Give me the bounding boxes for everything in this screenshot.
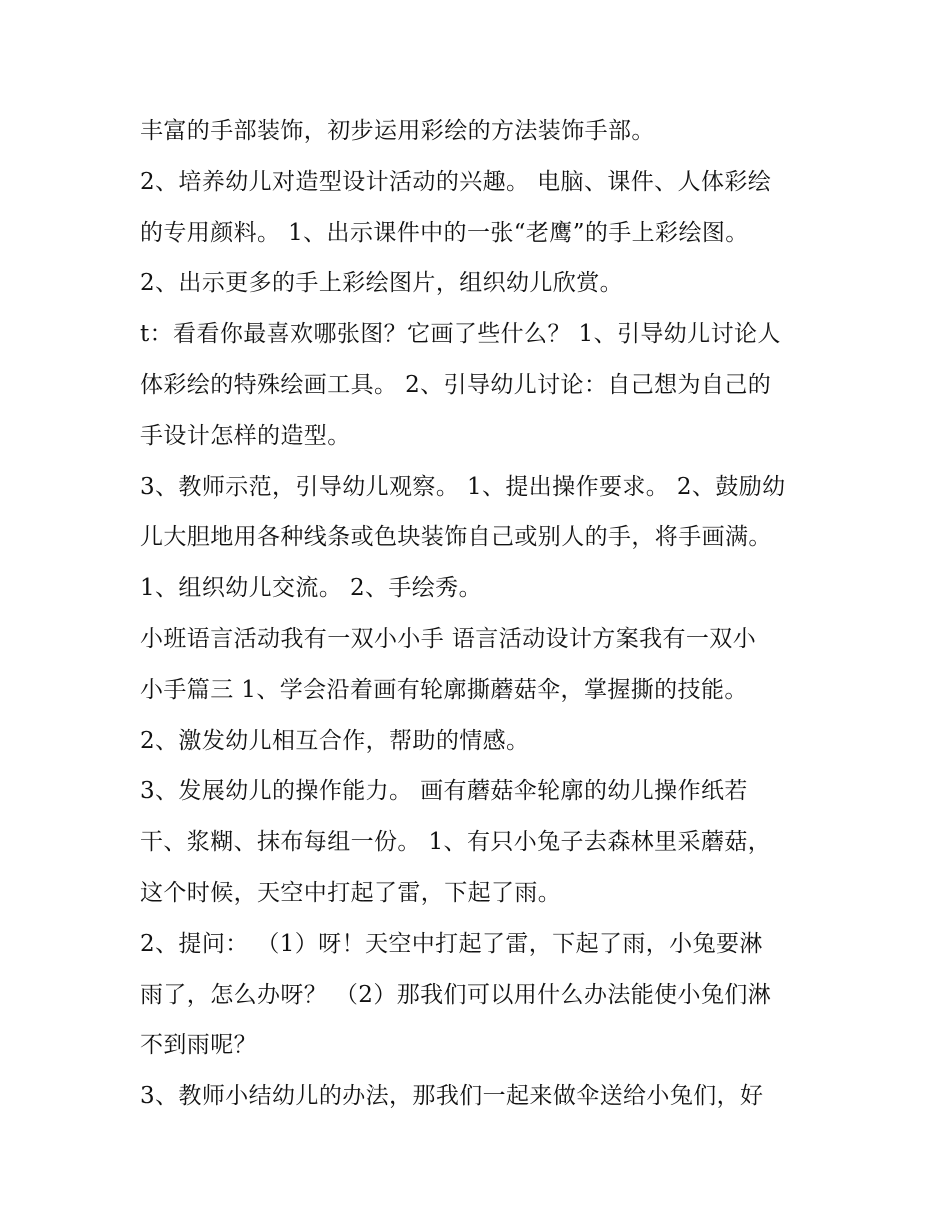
text-line: 丰富的手部装饰，初步运用彩绘的方法装饰手部。	[140, 118, 655, 144]
text-line: 小班语言活动我有一双小小手 语言活动设计方案我有一双小	[140, 625, 757, 652]
text-line: 体彩绘的特殊绘画工具。 2、引导幼儿讨论：自己想为自己的	[140, 371, 772, 398]
text-line: 2、激发幼儿相互合作，帮助的情感。	[140, 727, 530, 754]
text-line: 这个时候，天空中打起了雷，下起了雨。	[140, 879, 562, 906]
text-line: 2、出示更多的手上彩绘图片，组织幼儿欣赏。	[140, 270, 624, 297]
text-line: 1、组织幼儿交流。 2、手绘秀。	[140, 575, 482, 602]
text-line: t：看看你最喜欢哪张图？它画了些什么？ 1、引导幼儿讨论人	[140, 321, 781, 348]
text-line: 2、培养幼儿对造型设计活动的兴趣。 电脑、课件、人体彩绘	[140, 168, 772, 195]
text-line: 儿大胆地用各种线条或色块装饰自己或别人的手，将手画满。	[140, 524, 772, 551]
document-body	[140, 106, 820, 1122]
text-line: 2、提问： （1）呀！天空中打起了雷，下起了雨，小兔要淋	[140, 930, 763, 957]
text-line: 的专用颜料。 1、出示课件中的一张“老鹰”的手上彩绘图。	[140, 219, 749, 246]
text-line: 雨了，怎么办呀？ （2）那我们可以用什么办法能使小兔们淋	[140, 981, 772, 1008]
text-line: 3、教师小结幼儿的办法，那我们一起来做伞送给小兔们，好	[140, 1083, 764, 1110]
text-line: 手设计怎样的造型。	[140, 422, 351, 449]
text-line: 3、教师示范，引导幼儿观察。 1、提出操作要求。 2、鼓励幼	[140, 473, 786, 500]
text-line: 小手篇三 1、学会沿着画有轮廓撕蘑菇伞，掌握撕的技能。	[140, 676, 748, 703]
text-line: 干、浆糊、抹布每组一份。 1、有只小兔子去森林里采蘑菇，	[140, 829, 772, 856]
text-line: 不到雨呢？	[140, 1032, 257, 1059]
text-line: 3、发展幼儿的操作能力。 画有蘑菇伞轮廓的幼儿操作纸若	[140, 778, 748, 805]
